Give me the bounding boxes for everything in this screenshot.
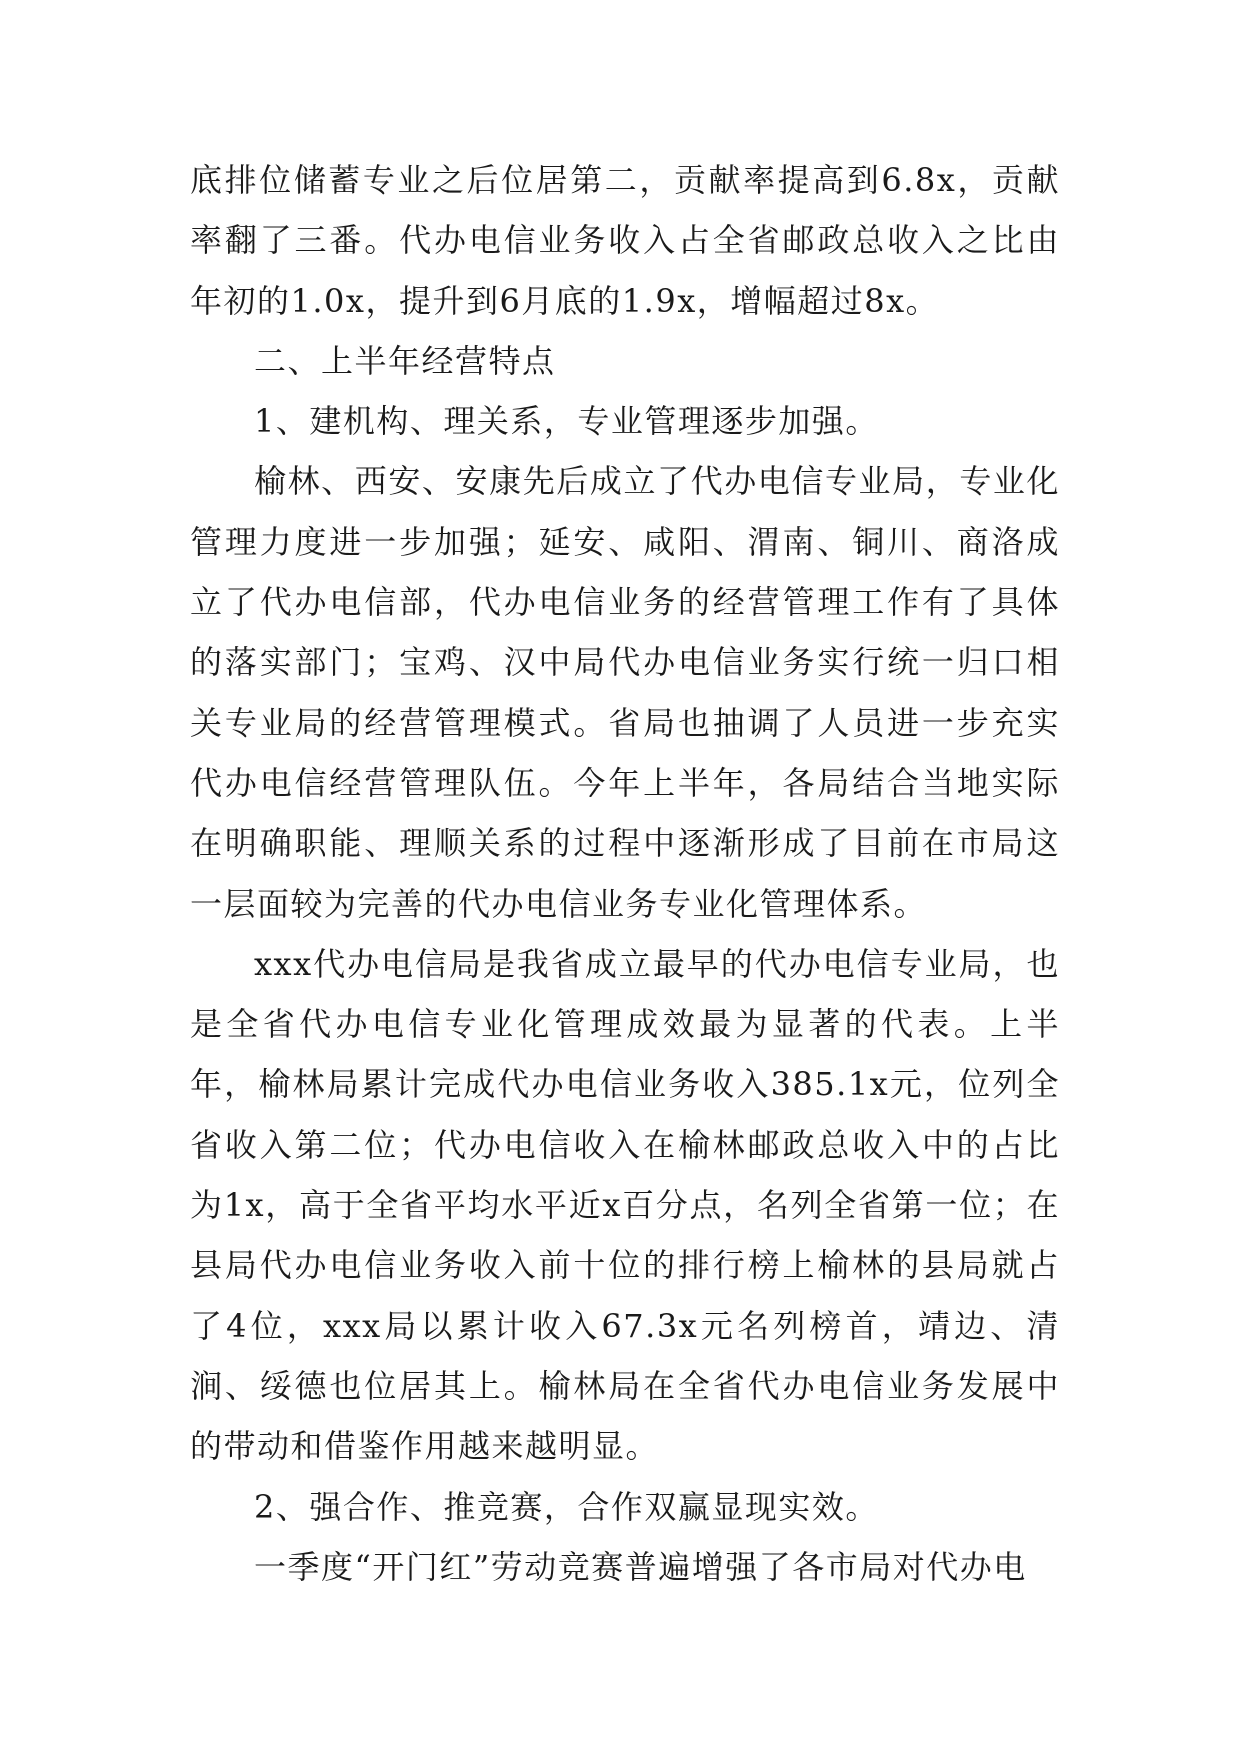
section-heading: 二、上半年经营特点 bbox=[254, 341, 556, 380]
paragraph: 一季度“开门红”劳动竞赛普遍增强了各市局对代办电 bbox=[254, 1547, 1027, 1586]
subsection-heading-1: 1、建机构、理关系，专业管理逐步加强。 bbox=[254, 402, 879, 441]
document-body bbox=[190, 150, 1060, 1597]
paragraph: 榆林、西安、安康先后成立了代办电信专业局，专业化管理力度进一步加强；延安、咸阳、渭南、铜川、商洛成立了代办电信部，代办电信业务的经营管理工作有了具体的落实部门；宝鸡、汉中局代办电信业务实行统一归口相关专业局的经营管理模式。省局也抽调了人员进一步充实代办电信经营管理队伍。今年上半年，各局结合当地实际在明确职能、理顺关系的过程中逐渐形成了目前在市局这一层面较为完善的代办电信业务专业化管理体系。 bbox=[190, 462, 1060, 923]
subsection-heading-2: 2、强合作、推竞赛，合作双赢显现实效。 bbox=[254, 1487, 879, 1526]
paragraph: xxx代办电信局是我省成立最早的代办电信专业局，也是全省代办电信专业化管理成效最为显著的代表。上半年，榆林局累计完成代办电信业务收入385.1x元，位列全省收入第二位；代办电信收入在榆林邮政总收入中的占比为1x，高于全省平均水平近x百分点，名列全省第一位；在县局代办电信业务收入前十位的排行榜上榆林的县局就占了4位，xxx局以累计收入67.3x元名列榜首，靖边、清涧、绥德也位居其上。榆林局在全省代办电信业务发展中的带动和借鉴作用越来越明显。 bbox=[190, 944, 1060, 1466]
paragraph-continuation: 底排位储蓄专业之后位居第二，贡献率提高到6.8x，贡献率翻了三番。代办电信业务收入占全省邮政总收入之比由年初的1.0x，提升到6月底的1.9x，增幅超过8x。 bbox=[190, 161, 1060, 320]
